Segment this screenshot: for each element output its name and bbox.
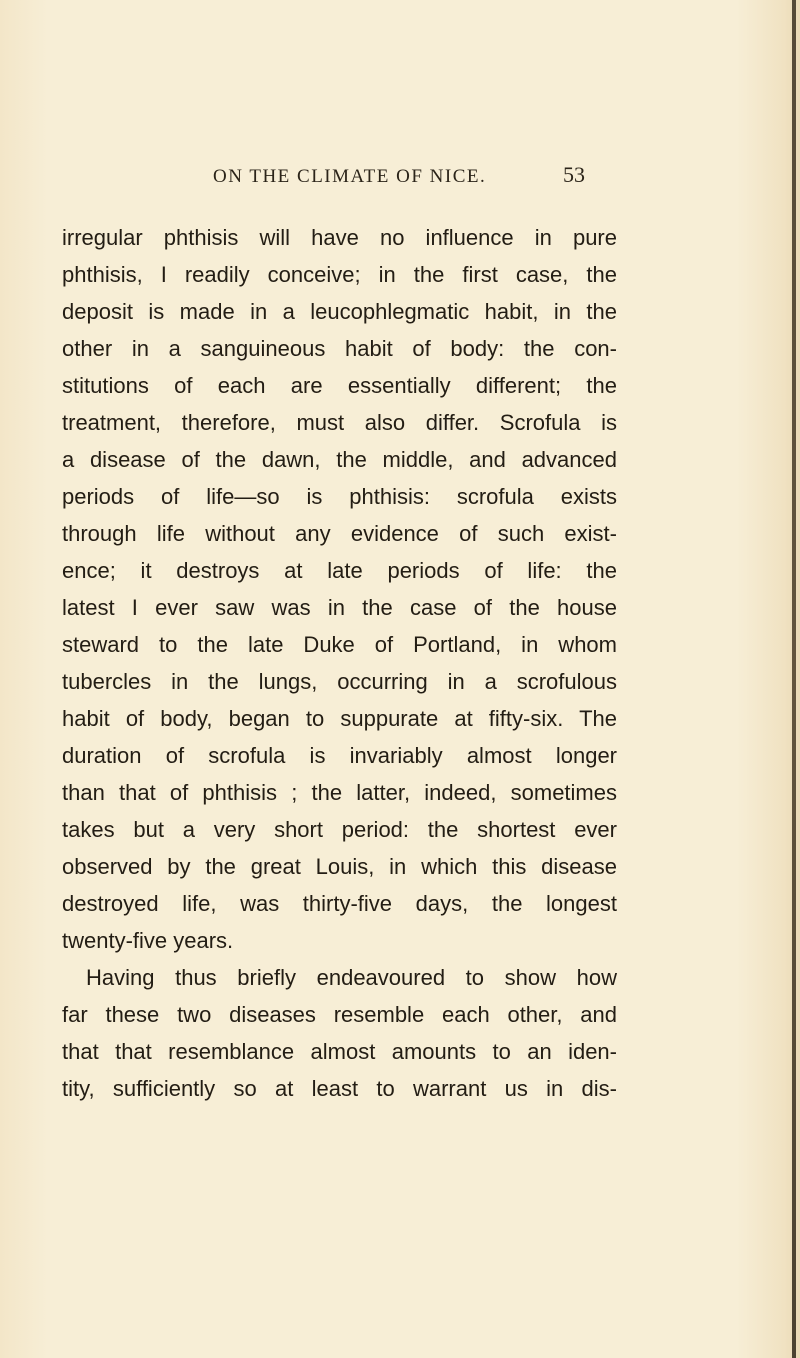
text-line: periods of life—so is phthisis: scrofula exists (62, 484, 617, 509)
text-line: than that of phthisis ; the latter, indeed, sometimes (62, 780, 617, 805)
text-line: Having thus briefly endeavoured to show how (86, 965, 617, 990)
text-line: that that resemblance almost amounts to an iden- (62, 1039, 617, 1064)
text-line: stitutions of each are essentially different; the (62, 373, 617, 398)
text-line: steward to the late Duke of Portland, in whom (62, 632, 617, 657)
text-line: irregular phthisis will have no influence in pure (62, 225, 617, 250)
text-line: tubercles in the lungs, occurring in a scrofulous (62, 669, 617, 694)
text-line: duration of scrofula is invariably almost longer (62, 743, 617, 768)
text-line: deposit is made in a leucophlegmatic habit, in the (62, 299, 617, 324)
text-line: phthisis, I readily conceive; in the first case, the (62, 262, 617, 287)
text-line: habit of body, began to suppurate at fifty-six. The (62, 706, 617, 731)
text-line: other in a sanguineous habit of body: the con- (62, 336, 617, 361)
text-line: takes but a very short period: the shortest ever (62, 817, 617, 842)
text-line: latest I ever saw was in the case of the house (62, 595, 617, 620)
text-line: ence; it destroys at late periods of life: the (62, 558, 617, 583)
text-line: a disease of the dawn, the middle, and advanced (62, 447, 617, 472)
text-line: destroyed life, was thirty-five days, the longest (62, 891, 617, 916)
text-line: treatment, therefore, must also differ. Scrofula is (62, 410, 617, 435)
text-line: tity, sufficiently so at least to warrant us in dis- (62, 1076, 617, 1101)
text-line: twenty-five years. (62, 928, 234, 953)
text-line: far these two diseases resemble each other, and (62, 1002, 617, 1027)
text-line: through life without any evidence of such exist- (62, 521, 617, 546)
page-number: 53 (563, 162, 585, 187)
running-head: ON THE CLIMATE OF NICE. (213, 166, 487, 187)
text-line: observed by the great Louis, in which this disease (62, 854, 617, 879)
